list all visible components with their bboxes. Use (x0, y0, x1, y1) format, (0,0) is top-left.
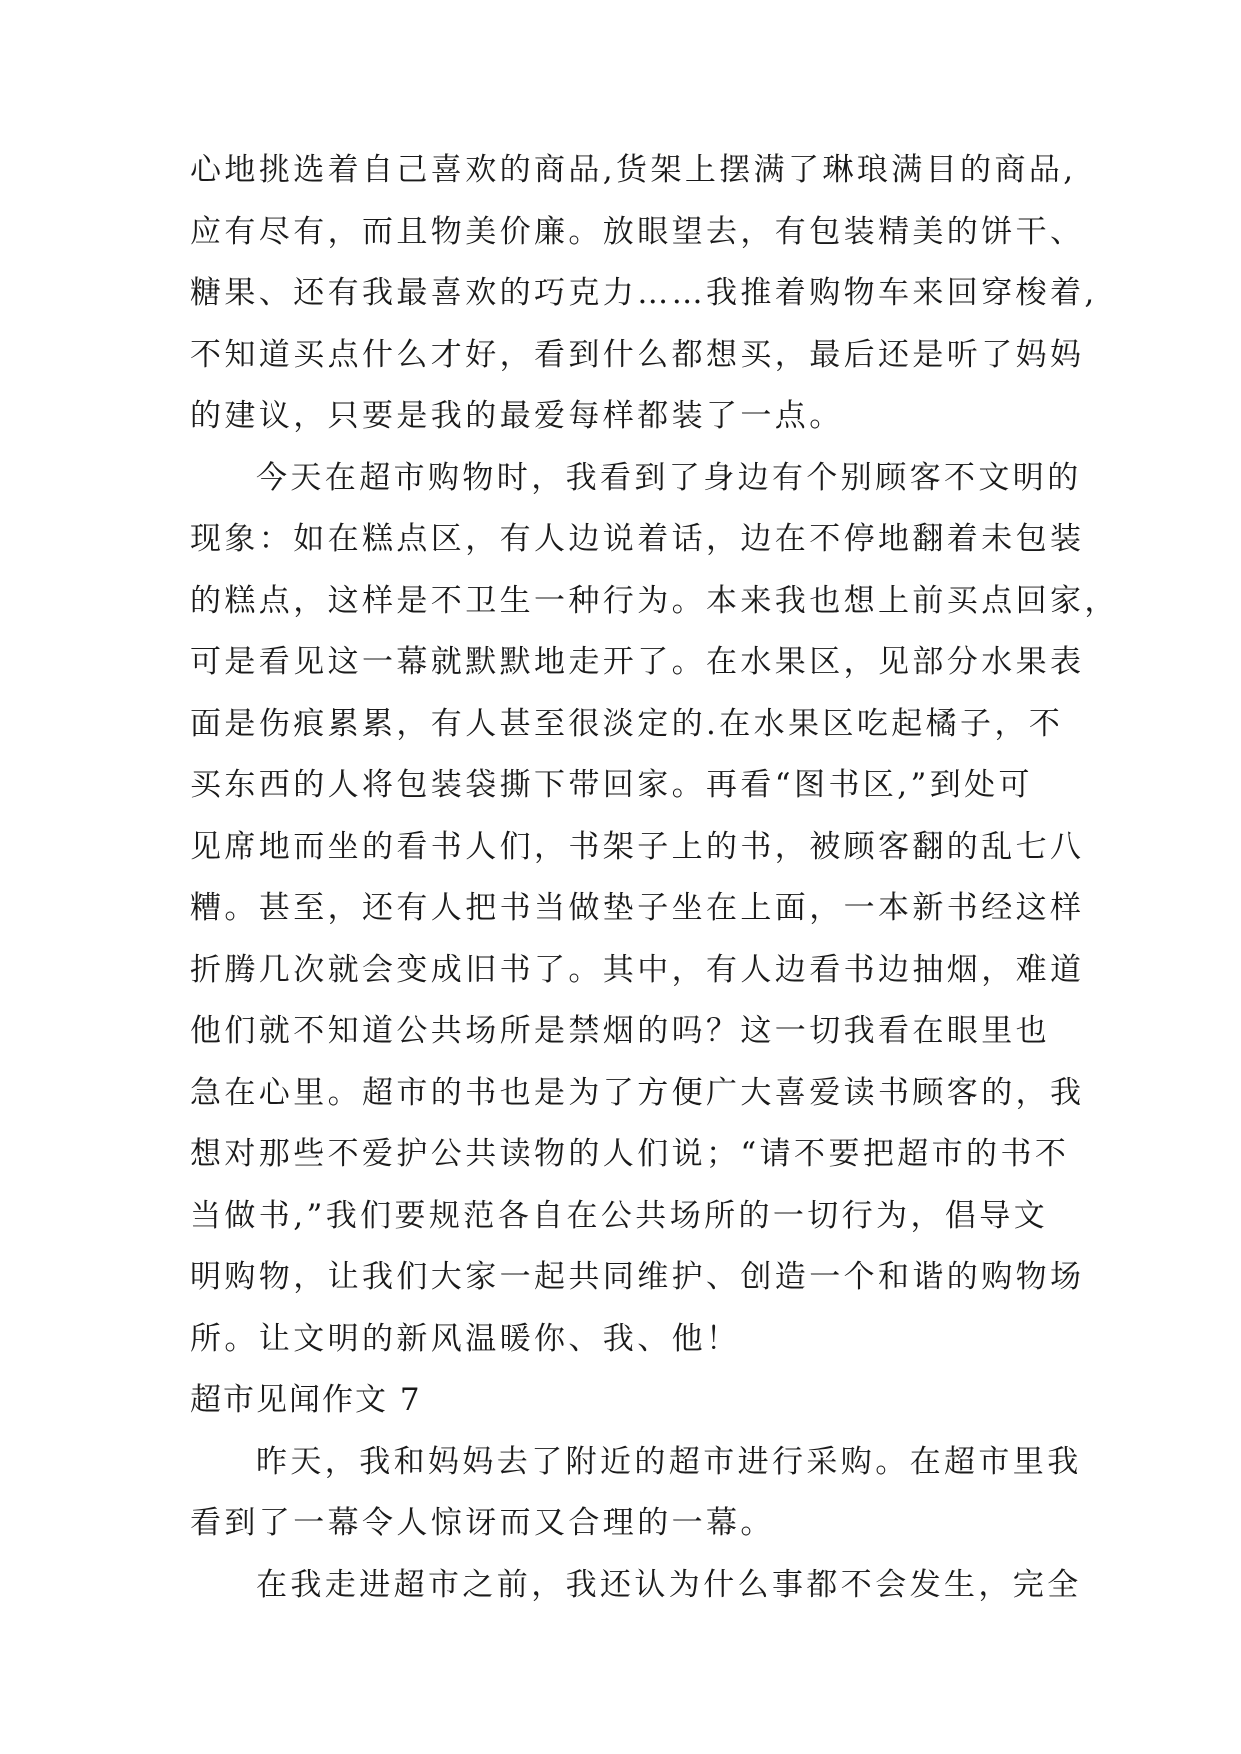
text-line: 看到了一幕令人惊讶而又合理的一幕。 (190, 1505, 775, 1541)
text-line: 当做书,”我们要规范各自在公共场所的一切行为，倡导文 (190, 1197, 1049, 1234)
text-line: 不知道买点什么才好，看到什么都想买，最后还是听了妈妈 (190, 336, 1085, 373)
text-line: 的建议，只要是我的最爱每样都装了一点。 (190, 398, 844, 434)
text-line: 可是看见这一幕就默默地走开了。在水果区，见部分水果表 (190, 644, 1085, 680)
text-line: 的糕点，这样是不卫生一种行为。本来我也想上前买点回家， (190, 582, 1119, 619)
text-line: 心地挑选着自己喜欢的商品,货架上摆满了琳琅满目的商品, (190, 152, 1077, 188)
text-line: 他们就不知道公共场所是禁烟的吗？这一切我看在眼里也 (190, 1013, 1050, 1049)
text-line: 急在心里。超市的书也是为了方便广大喜爱读书顾客的，我 (190, 1074, 1085, 1111)
document-body (190, 140, 1119, 1616)
text-line: 现象：如在糕点区，有人边说着话，边在不停地翻着未包装 (190, 521, 1085, 557)
text-line: 糖果、还有我最喜欢的巧克力……我推着购物车来回穿梭着, (190, 275, 1098, 311)
paragraph-start-line: 在我走进超市之前，我还认为什么事都不会发生，完全 (256, 1566, 1082, 1603)
text-line: 糟。甚至，还有人把书当做垫子坐在上面，一本新书经这样 (190, 890, 1085, 926)
paragraph-start-line: 昨天，我和妈妈去了附近的超市进行采购。在超市里我 (256, 1443, 1082, 1480)
text-line: 所。让文明的新风温暖你、我、他！ (190, 1320, 741, 1357)
paragraph-start-line: 今天在超市购物时，我看到了身边有个别顾客不文明的 (256, 459, 1082, 496)
text-line: 面是伤痕累累，有人甚至很淡定的.在水果区吃起橘子，不 (190, 705, 1064, 742)
text-line: 应有尽有，而且物美价廉。放眼望去，有包装精美的饼干、 (190, 213, 1085, 250)
text-line: 折腾几次就会变成旧书了。其中，有人边看书边抽烟，难道 (190, 951, 1085, 988)
text-line: 买东西的人将包装袋撕下带回家。再看“图书区,”到处可 (190, 767, 1033, 803)
section-heading: 超市见闻作文 7 (190, 1382, 422, 1418)
text-line: 想对那些不爱护公共读物的人们说；“请不要把超市的书不 (190, 1136, 1070, 1172)
text-line: 明购物，让我们大家一起共同维护、创造一个和谐的购物场 (190, 1259, 1085, 1295)
text-line: 见席地而坐的看书人们，书架子上的书，被顾客翻的乱七八 (190, 828, 1085, 865)
